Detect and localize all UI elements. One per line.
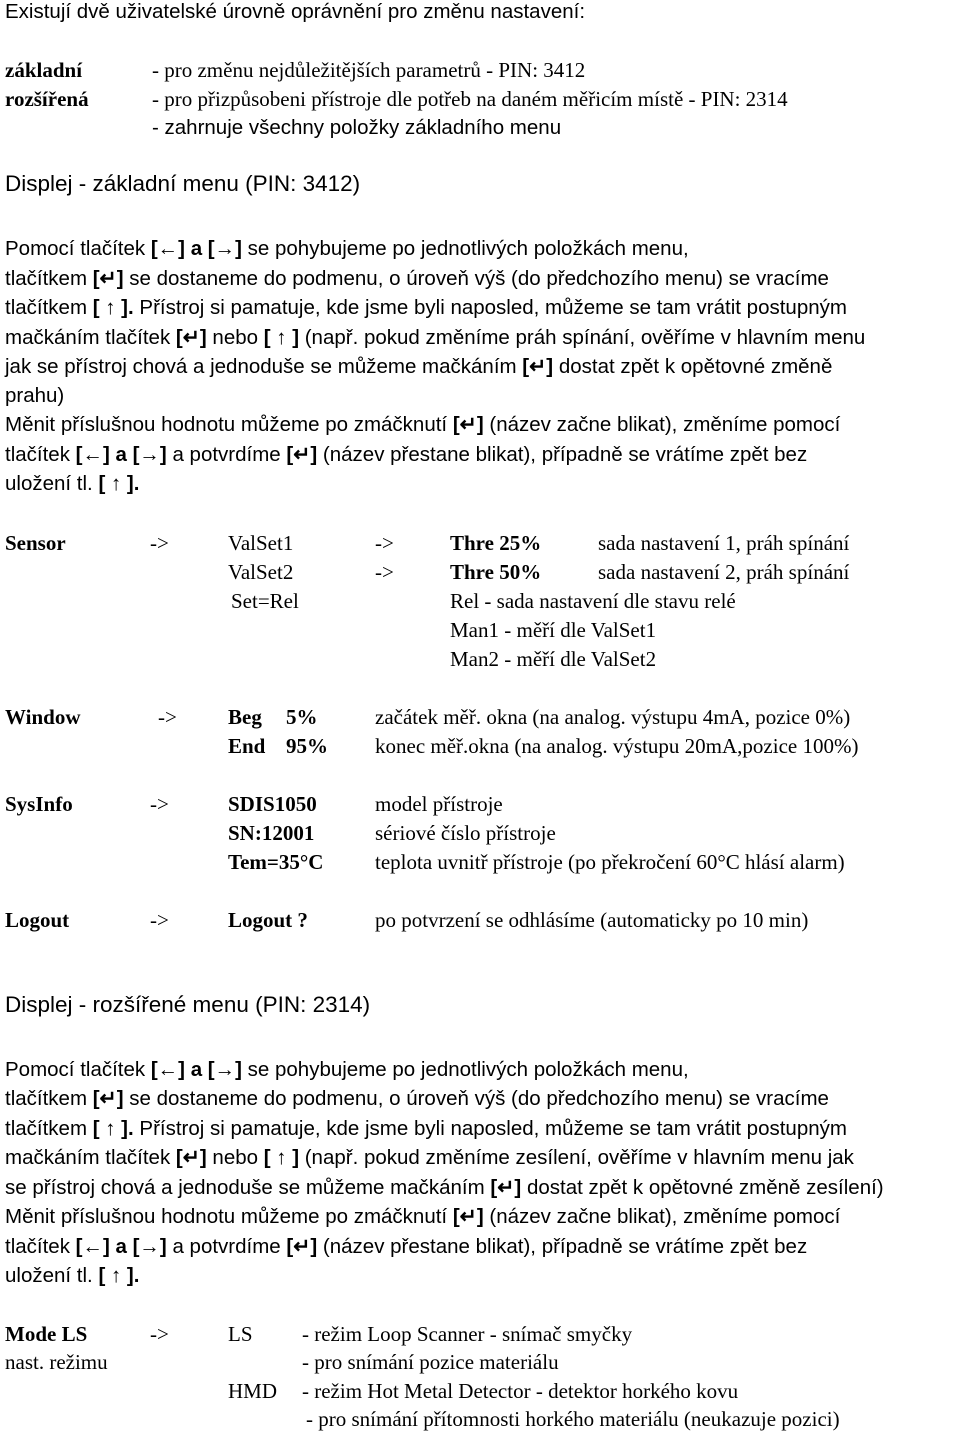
basic-para-line: mačkáním tlačítek [↵] nebo [ ↑ ] (např. pokud změníme práh spínání, ověříme v hlavním menu [5,326,866,349]
menu-logout-label: Logout [5,908,70,932]
level-extended-name: rozšířená [5,87,89,111]
menu-sensor-label: Sensor [5,531,66,555]
level-extended-desc: - pro přizpůsobeni přístroje dle potřeb na daném měřicím místě - PIN: 2314 [152,87,788,111]
menu-value: 5% [286,705,318,729]
mode-desc: - režim Hot Metal Detector - detektor horkého kovu [302,1379,739,1403]
menu-desc: Man2 - měří dle ValSet2 [450,647,657,671]
menu-item: Tem=35°C [228,850,324,874]
extended-para-line: tlačítkem [ ↑ ]. Přístroj si pamatuje, kde jsme byli naposled, můžeme se tam vrátit postupným [5,1117,847,1140]
basic-para-line: tlačítkem [ ↑ ]. Přístroj si pamatuje, kde jsme byli naposled, můžeme se tam vrátit postupným [5,296,847,319]
mode-desc: - pro snímání pozice materiálu [302,1350,559,1374]
extended-para-line: Měnit příslušnou hodnotu můžeme po zmáčknutí [↵] (název začne blikat), změníme pomocí [5,1205,841,1228]
mode-item: HMD [228,1379,278,1403]
mode-desc: - režim Loop Scanner - snímač smyčky [302,1322,633,1346]
menu-item: ValSet2 [228,560,294,584]
mode-arrow: -> [150,1322,169,1346]
menu-value: Thre 25% [450,531,542,555]
intro-text: Existují dvě uživatelské úrovně oprávnění pro změnu nastavení: [5,0,586,23]
basic-para-line: tlačítek [←] a [→] a potvrdíme [↵] (název přestane blikat), případně se vrátíme zpět bez [5,443,808,466]
menu-sysinfo-arrow: -> [150,792,169,816]
menu-item: Set=Rel [231,589,299,613]
menu-desc: sada nastavení 2, práh spínání [598,560,850,584]
mode-sublabel: nast. režimu [5,1350,108,1374]
extended-para-line: se přístroj chová a jednoduše se můžeme mačkáním [↵] dostat zpět k opětovné změně zesílení) [5,1176,884,1199]
basic-menu-heading: Displej - základní menu (PIN: 3412) [5,171,361,196]
level-extended-note: - zahrnuje všechny položky základního menu [152,116,562,139]
extended-para-line: uložení tl. [ ↑ ]. [5,1264,140,1287]
menu-window-arrow: -> [158,705,177,729]
basic-para-line: Pomocí tlačítek [←] a [→] se pohybujeme po jednotlivých položkách menu, [5,237,689,260]
mode-label: Mode LS [5,1322,88,1346]
menu-value: Thre 50% [450,560,542,584]
extended-para-line: mačkáním tlačítek [↵] nebo [ ↑ ] (např. pokud změníme zesílení, ověříme v hlavním menu jak [5,1146,854,1169]
menu-desc: začátek měř. okna (na analog. výstupu 4mA, pozice 0%) [375,705,851,729]
menu-logout-arrow: -> [150,908,169,932]
extended-para-line: tlačítkem [↵] se dostaneme do podmenu, o úroveň výš (do předchozího menu) se vracíme [5,1087,829,1110]
menu-item: SN:12001 [228,821,315,845]
menu-desc: konec měř.okna (na analog. výstupu 20mA,pozice 100%) [375,734,859,758]
extended-para-line: tlačítek [←] a [→] a potvrdíme [↵] (název přestane blikat), případně se vrátíme zpět bez [5,1235,808,1258]
menu-desc: teplota uvnitř přístroje (po překročení 60°C hlásí alarm) [375,850,845,874]
basic-para-line: tlačítkem [↵] se dostaneme do podmenu, o úroveň výš (do předchozího menu) se vracíme [5,267,829,290]
extended-menu-heading: Displej - rozšířené menu (PIN: 2314) [5,992,371,1017]
basic-para-line: prahu) [5,384,65,407]
menu-desc: sériové číslo přístroje [375,821,556,845]
menu-window-label: Window [5,705,81,729]
menu-item: Beg [228,705,262,729]
basic-para-line: Měnit příslušnou hodnotu můžeme po zmáčknutí [↵] (název začne blikat), změníme pomocí [5,413,841,436]
level-basic-desc: - pro změnu nejdůležitějších parametrů - PIN: 3412 [152,58,586,82]
basic-para-line: uložení tl. [ ↑ ]. [5,472,140,495]
menu-arrow: -> [375,531,394,555]
menu-item: End [228,734,266,758]
menu-item: ValSet1 [228,531,294,555]
mode-item: LS [228,1322,253,1346]
menu-sensor-arrow: -> [150,531,169,555]
menu-desc: Man1 - měří dle ValSet1 [450,618,657,642]
menu-value: 95% [286,734,328,758]
basic-para-line: jak se přístroj chová a jednoduše se můžeme mačkáním [↵] dostat zpět k opětovné změně [5,355,833,378]
menu-item: SDIS1050 [228,792,317,816]
level-basic-name: základní [5,58,83,82]
menu-desc: Rel - sada nastavení dle stavu relé [450,589,736,613]
menu-sysinfo-label: SysInfo [5,792,73,816]
menu-desc: po potvrzení se odhlásíme (automaticky po 10 min) [375,908,809,932]
menu-item: Logout ? [228,908,308,932]
menu-arrow: -> [375,560,394,584]
mode-desc: - pro snímání přítomnosti horkého materiálu (neukazuje pozici) [306,1407,840,1431]
extended-para-line: Pomocí tlačítek [←] a [→] se pohybujeme po jednotlivých položkách menu, [5,1058,689,1081]
menu-desc: model přístroje [375,792,503,816]
menu-desc: sada nastavení 1, práh spínání [598,531,850,555]
